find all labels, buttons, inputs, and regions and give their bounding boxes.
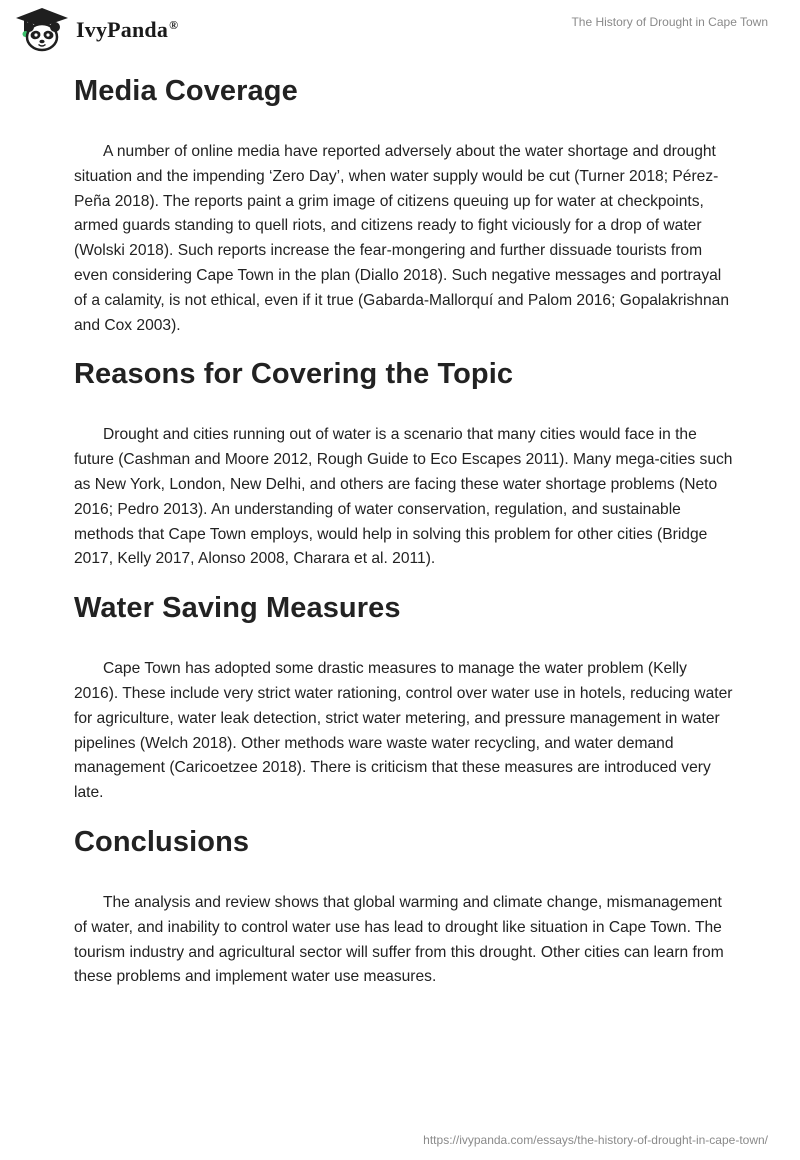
essay-content — [74, 70, 734, 990]
section-title-media-coverage: Media Coverage — [74, 75, 298, 107]
panda-logo-icon — [14, 6, 70, 52]
section-paragraph-reasons: Drought and cities running out of water is a scenario that many cities would face in the future (Cashman and Moore 2012, Rough Guide to Eco Escapes 2011). Many mega-cities such as New York, London, New Delhi, and others are facing these water shortage problems (Neto 2016; Pedro 2013). An understanding of water conservation, regulation, and sustainable methods that Cape Town employs, would help in solving this problem for other cities (Bridge 2017, Kelly 2017, Alonso 2008, Charara et al. 2011). — [74, 426, 733, 568]
document-title: The History of Drought in Cape Town — [571, 15, 768, 29]
section-title-conclusions: Conclusions — [74, 825, 250, 858]
brand-name: IvyPanda® — [76, 17, 179, 42]
section-paragraph-water-saving: Cape Town has adopted some drastic measures to manage the water problem (Kelly 2016). These include very strict water rationing, control over water use in hotels, reducing water for agriculture, water leak detection, strict water metering, and pressure management in water pipelines (Welch 2018). Other methods ware waste water recycling, and water demand management (Caricoetzee 2018). There is criticism that these measures are introduced very late. — [74, 660, 733, 802]
brand-logo[interactable] — [14, 6, 178, 52]
section-title-reasons: Reasons for Covering the Topic — [74, 358, 514, 391]
page-header — [0, 0, 800, 60]
section-paragraph-conclusions: The analysis and review shows that global warming and climate change, mismanagement of water, and inability to control water use has lead to drought like situation in Cape Town. The tourism industry and agricultural sector will suffer from this drought. Other cities can learn from these problems and implement water use measures. — [74, 893, 724, 986]
source-url-link[interactable]: https://ivypanda.com/essays/the-history-of-drought-in-cape-town/ — [423, 1133, 768, 1147]
section-paragraph-media-coverage: A number of online media have reported adversely about the water shortage and drought situation and the impending ‘Zero Day’, when water supply would be cut (Turner 2018; Pérez-Peña 2018). The reports paint a grim image of citizens queuing up for water at checkpoints, armed guards standing to quell riots, and citizens ready to fight viciously for a drop of water (Wolski 2018). Such reports increase the fear-mongering and further dissuade tourists from even considering Cape Town in the plan (Diallo 2018). Such negative messages and portrayal of a calamity, is not ethical, even if it true (Gabarda-Mallorquí and Palom 2016; Gopalakrishnan and Cox 2003). — [74, 143, 729, 334]
section-title-water-saving: Water Saving Measures — [74, 592, 401, 625]
